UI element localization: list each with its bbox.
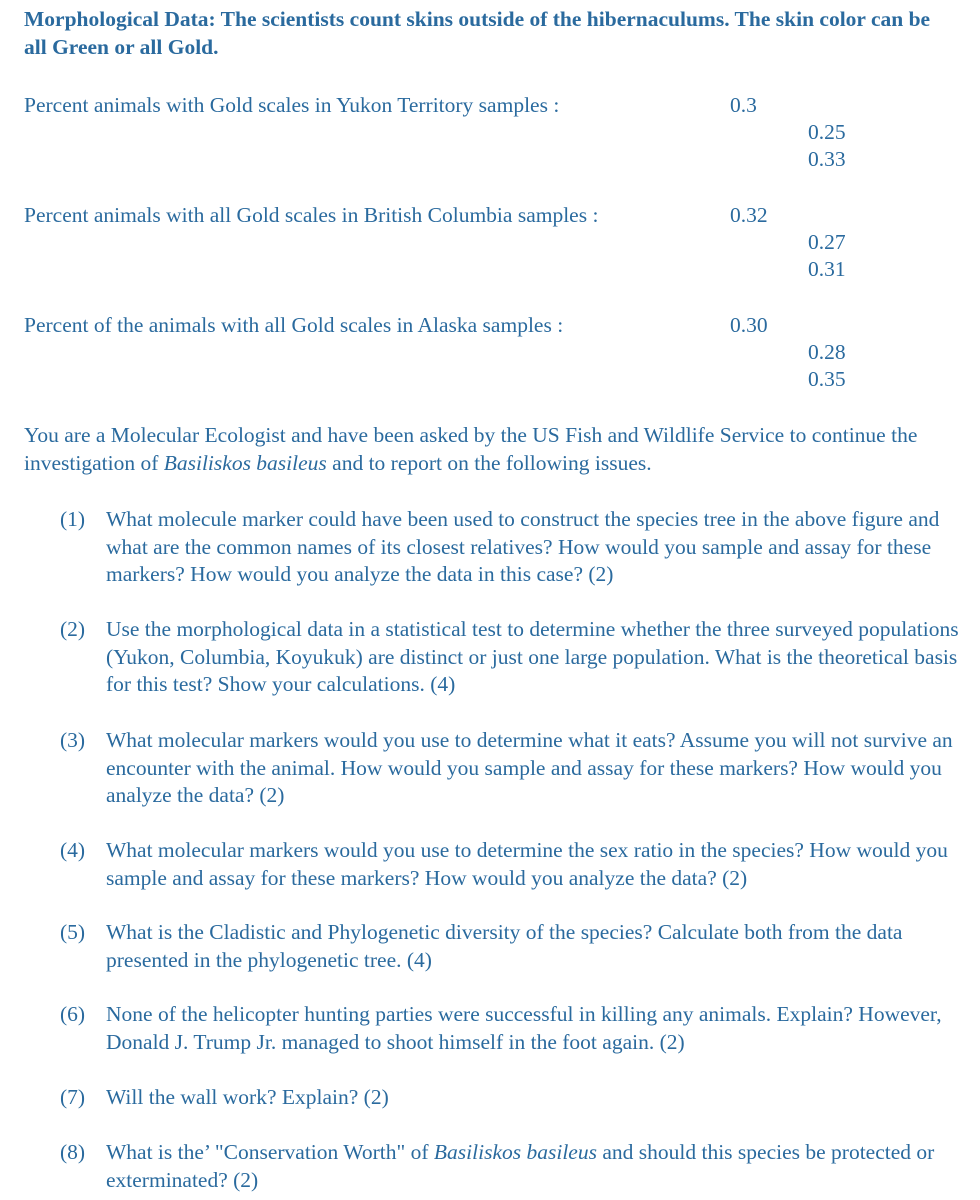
sample-value: 0.33: [808, 147, 846, 171]
species-name: Basiliskos basileus: [163, 450, 327, 475]
question-item: [60, 837, 960, 892]
question-number: (4): [60, 838, 86, 862]
question-text: What molecular markers would you use to determine the sex ratio in the species? How would you sample and assay for these markers? How would you analyze the data? (2): [106, 838, 948, 890]
question-number: (1): [60, 507, 86, 531]
sample-value: 0.32: [730, 203, 768, 227]
question-item: [60, 1001, 960, 1056]
question-text: [106, 1139, 960, 1194]
sample-value: 0.27: [808, 230, 846, 254]
sample-value: 0.28: [808, 340, 846, 364]
question-item: [60, 506, 960, 589]
heading: Morphological Data: The scientists count skins outside of the hibernaculums. The skin color can be all Green or all Gold.: [24, 7, 931, 59]
question-number: (8): [60, 1140, 86, 1164]
question-item: [60, 1139, 960, 1194]
sample-value: 0.3: [730, 93, 757, 117]
intro-text: and to report on the following issues.: [326, 450, 652, 475]
species-name: Basiliskos basileus: [433, 1140, 597, 1164]
intro-paragraph: [24, 422, 964, 477]
question-item: [60, 1084, 960, 1112]
question-number: (7): [60, 1085, 86, 1109]
question-text: What molecular markers would you use to determine what it eats? Assume you will not survive an encounter with the animal. How would you sample and assay for these markers? How would you analyze the data? (2): [106, 728, 953, 807]
sample-value: 0.31: [808, 257, 846, 281]
question-text: Will the wall work? Explain? (2): [106, 1085, 389, 1109]
intro-text: You are a Molecular Ecologist and have been asked by the US Fish and Wildlife Service to continue the investigation of: [24, 423, 918, 475]
sample-value: 0.30: [730, 313, 768, 337]
question-item: [60, 919, 960, 974]
question-number: (2): [60, 617, 86, 641]
question-text: What molecule marker could have been used to construct the species tree in the above figure and what are the common names of its closest relatives? How would you sample and assay for these markers? How would you analyze the data in this case? (2): [106, 507, 940, 586]
question-text: What is the Cladistic and Phylogenetic diversity of the species? Calculate both from the data presented in the phylogenetic tree. (4): [106, 920, 903, 972]
sample-label-alaska: Percent of the animals with all Gold scales in Alaska samples :: [24, 313, 564, 337]
question-text: Use the morphological data in a statistical test to determine whether the three surveyed populations (Yukon, Columbia, Koyukuk) are distinct or just one large population. What is the theoretical basis for this test? Show your calculations. (4): [106, 617, 959, 696]
sample-label-british-columbia: Percent animals with all Gold scales in British Columbia samples :: [24, 203, 599, 227]
question-text-part: What is the’ "Conservation Worth" of: [106, 1140, 434, 1164]
question-text-part: and should this species be protected or exterminated? (2): [106, 1140, 935, 1192]
question-item: [60, 727, 960, 810]
sample-label-yukon: Percent animals with Gold scales in Yukon Territory samples :: [24, 93, 560, 117]
sample-value: 0.35: [808, 367, 846, 391]
question-number: (5): [60, 920, 86, 944]
question-number: (6): [60, 1002, 86, 1026]
sample-value: 0.25: [808, 120, 846, 144]
question-item: [60, 616, 960, 699]
question-text: None of the helicopter hunting parties were successful in killing any animals. Explain? However, Donald J. Trump Jr. managed to shoot himself in the foot again. (2): [106, 1002, 942, 1054]
question-number: (3): [60, 728, 86, 752]
